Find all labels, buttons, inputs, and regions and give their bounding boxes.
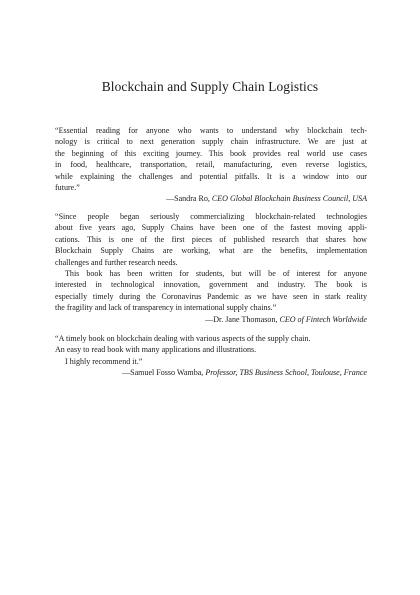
quote-line: cations. This is one of the first pieces of published research that shares how <box>55 234 367 244</box>
quote-line: I highly recommend it.” <box>65 356 143 366</box>
quote-line: Blockchain Supply Chains are working, what are the benefits, implementation <box>55 246 367 256</box>
endorser-name: —Samuel Fosso Wamba, <box>122 368 206 378</box>
page-title: Blockchain and Supply Chain Logistics <box>101 79 319 94</box>
quote-line: while explaining the challenges and potential pitfalls. It is a window into our <box>55 171 367 181</box>
quote-line: especially timely during the Coronavirus Pandemic as we have seen in stark reality <box>55 291 367 301</box>
quote-line: “Since people began seriously commercializing blockchain-related technologies <box>55 212 367 221</box>
endorsement-attribution <box>55 367 367 378</box>
endorser-name: —Sandra Ro, <box>166 194 212 204</box>
quote-line: challenges and further research needs. <box>55 257 178 267</box>
quote-line: interested in technological innovation, government and industry. The book is <box>55 280 367 290</box>
quote-line: the fragility and lack of transparency in international supply chains.” <box>55 303 277 313</box>
endorser-role: CEO Global Blockchain Business Council, USA <box>211 194 367 204</box>
quote-line: the beginning of this exciting journey. This book provides real world use cases <box>55 148 367 158</box>
endorsement-2 <box>55 211 367 325</box>
endorser-name: —Dr. Jane Thomason, <box>205 314 280 324</box>
endorsement-attribution <box>55 314 367 325</box>
endorser-role: Professor, TBS Business School, Toulouse, France <box>205 368 367 378</box>
quote-line: nology is critical to next generation supply chain infrastructure. We are just at <box>55 137 367 147</box>
endorsement-attribution <box>55 193 367 204</box>
quote-line: An easy to read book with many applications and illustrations. <box>55 345 257 355</box>
quote-line: This book has been written for students, but will be of interest for anyone <box>65 268 367 278</box>
quote-line: “Essential reading for anyone who wants to understand why blockchain tech- <box>55 126 367 135</box>
endorsement-3 <box>55 333 367 379</box>
endorsement-1 <box>55 125 367 205</box>
quote-line: about five years ago, Supply Chains have been one of the fastest moving appli- <box>55 223 367 233</box>
quote-line: future.” <box>55 182 80 192</box>
endorser-role: CEO of Fintech Worldwide <box>279 314 367 324</box>
quote-line: “A timely book on blockchain dealing with various aspects of the supply chain. <box>55 334 311 343</box>
quote-line: in food, healthcare, transportation, retail, manufacturing, even reverse logistics, <box>55 160 367 170</box>
